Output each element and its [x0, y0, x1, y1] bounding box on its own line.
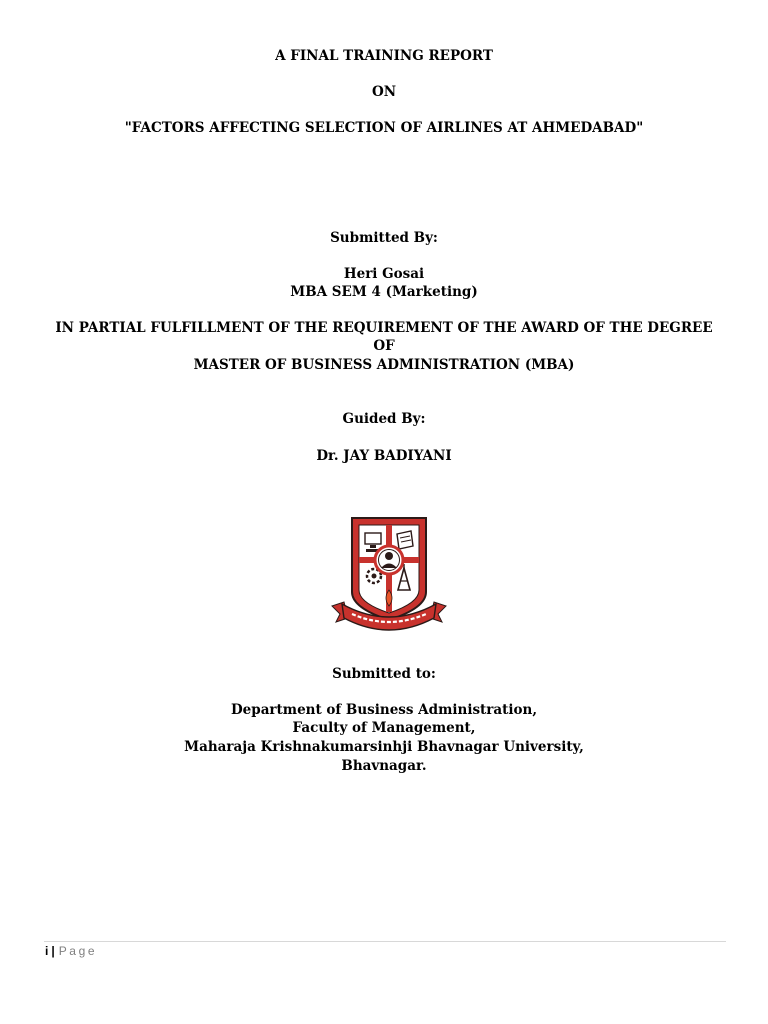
fulfillment-line: IN PARTIAL FULFILLMENT OF THE REQUIREMENT OF THE AWARD OF THE DEGREE	[55, 320, 713, 336]
page-footer	[45, 943, 97, 959]
report-title-line: A FINAL TRAINING REPORT	[275, 48, 493, 64]
student-name: Heri Gosai	[343, 266, 425, 282]
report-topic: "FACTORS AFFECTING SELECTION OF AIRLINES AT AHMEDABAD"	[124, 120, 644, 136]
page-number: i	[45, 944, 49, 958]
page-label: Page	[58, 944, 98, 958]
footer-divider	[44, 941, 726, 942]
footer-separator: |	[51, 944, 55, 958]
report-title-on: ON	[371, 84, 397, 100]
fulfillment-of: OF	[373, 338, 395, 354]
submitted-to-label: Submitted to:	[332, 666, 436, 682]
faculty-name: Faculty of Management,	[292, 720, 476, 736]
city-name: Bhavnagar.	[341, 758, 427, 774]
university-emblem-icon	[330, 514, 448, 638]
university-name: Maharaja Krishnakumarsinhji Bhavnagar University,	[184, 739, 584, 755]
degree-name: MASTER OF BUSINESS ADMINISTRATION (MBA)	[193, 357, 575, 373]
submitted-by-label: Submitted By:	[330, 230, 438, 246]
department-name: Department of Business Administration,	[230, 702, 538, 718]
student-program: MBA SEM 4 (Marketing)	[290, 284, 478, 300]
guided-by-label: Guided By:	[342, 411, 426, 427]
guide-name: Dr. JAY BADIYANI	[316, 448, 452, 464]
